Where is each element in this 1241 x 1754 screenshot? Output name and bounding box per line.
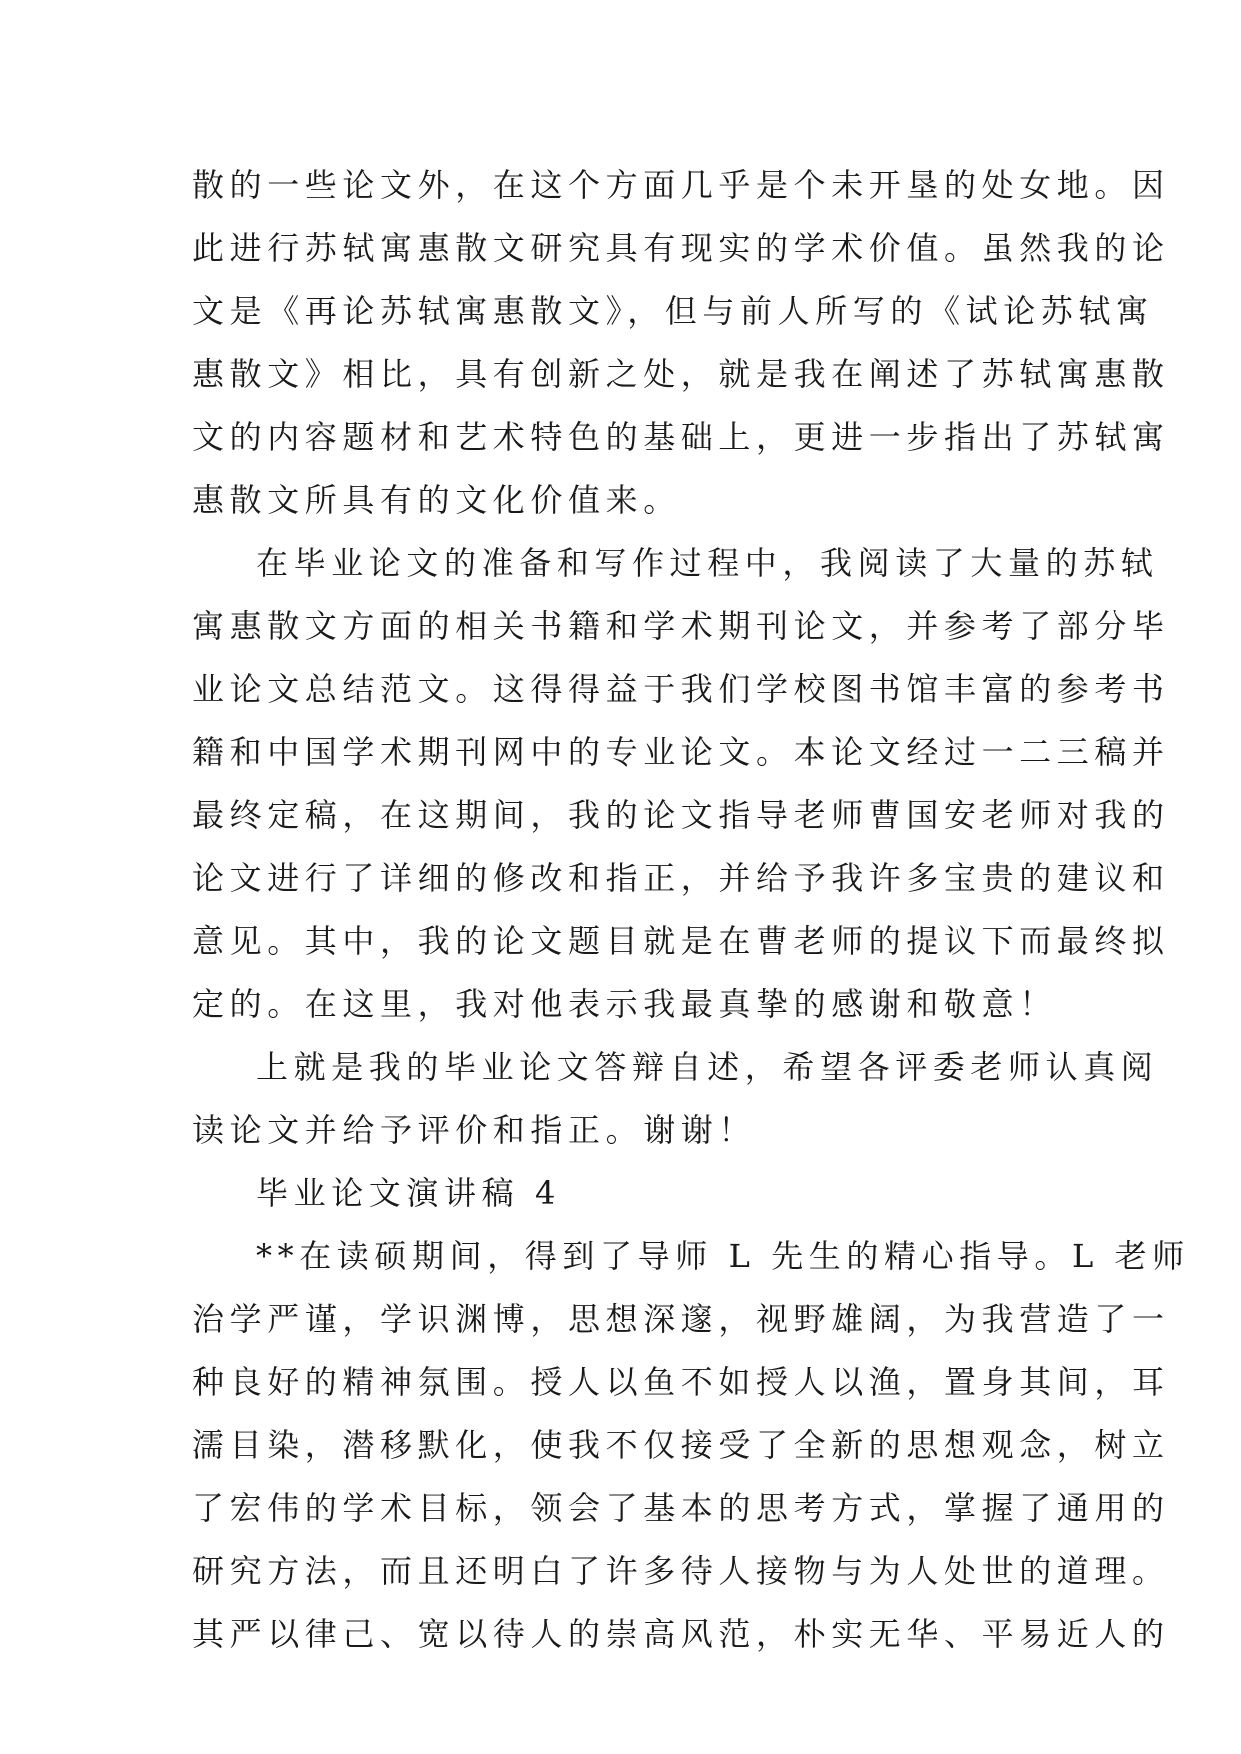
text-line: 惠散文》相比，具有创新之处，就是我在阐述了苏轼寓惠散 (192, 355, 1170, 393)
text-line: 散的一些论文外，在这个方面几乎是个未开垦的处女地。因 (192, 166, 1170, 204)
body-text (192, 154, 1190, 1666)
text-line: 最终定稿，在这期间，我的论文指导老师曹国安老师对我的 (192, 796, 1170, 834)
section-heading: 毕业论文演讲稿 4 (256, 1174, 561, 1212)
text-line: 定的。在这里，我对他表示我最真挚的感谢和敬意！ (192, 985, 1057, 1023)
text-line: 其严以律己、宽以待人的崇高风范，朴实无华、平易近人的 (192, 1615, 1170, 1653)
text-line: 论文进行了详细的修改和指正，并给予我许多宝贵的建议和 (192, 859, 1170, 897)
text-line: 意见。其中，我的论文题目就是在曹老师的提议下而最终拟 (192, 922, 1170, 960)
text-line: 濡目染，潜移默化，使我不仅接受了全新的思想观念，树立 (192, 1426, 1170, 1464)
text-line: 文的内容题材和艺术特色的基础上，更进一步指出了苏轼寓 (192, 418, 1170, 456)
text-line: 籍和中国学术期刊网中的专业论文。本论文经过一二三稿并 (192, 733, 1170, 771)
paragraph-start-line: 上就是我的毕业论文答辩自述，希望各评委老师认真阅 (256, 1048, 1159, 1086)
text-line: 读论文并给予评价和指正。谢谢！ (192, 1111, 757, 1149)
text-line: 了宏伟的学术目标，领会了基本的思考方式，掌握了通用的 (192, 1489, 1170, 1527)
text-line: 文是《再论苏轼寓惠散文》，但与前人所写的《试论苏轼寓 (192, 292, 1154, 330)
text-line: 治学严谨，学识渊博，思想深邃，视野雄阔，为我营造了一 (192, 1300, 1170, 1338)
text-line: 业论文总结范文。这得得益于我们学校图书馆丰富的参考书 (192, 670, 1170, 708)
text-line: 种良好的精神氛围。授人以鱼不如授人以渔，置身其间，耳 (192, 1363, 1170, 1401)
text-line: 寓惠散文方面的相关书籍和学术期刊论文，并参考了部分毕 (192, 607, 1170, 645)
text-line: 此进行苏轼寓惠散文研究具有现实的学术价值。虽然我的论 (192, 229, 1170, 267)
text-line: 研究方法，而且还明白了许多待人接物与为人处世的道理。 (192, 1552, 1170, 1590)
paragraph-start-line: 在毕业论文的准备和写作过程中，我阅读了大量的苏轼 (256, 544, 1159, 582)
paragraph-start-line: **在读硕期间，得到了导师 L 先生的精心指导。L 老师 (256, 1237, 1190, 1275)
text-line: 惠散文所具有的文化价值来。 (192, 481, 681, 519)
